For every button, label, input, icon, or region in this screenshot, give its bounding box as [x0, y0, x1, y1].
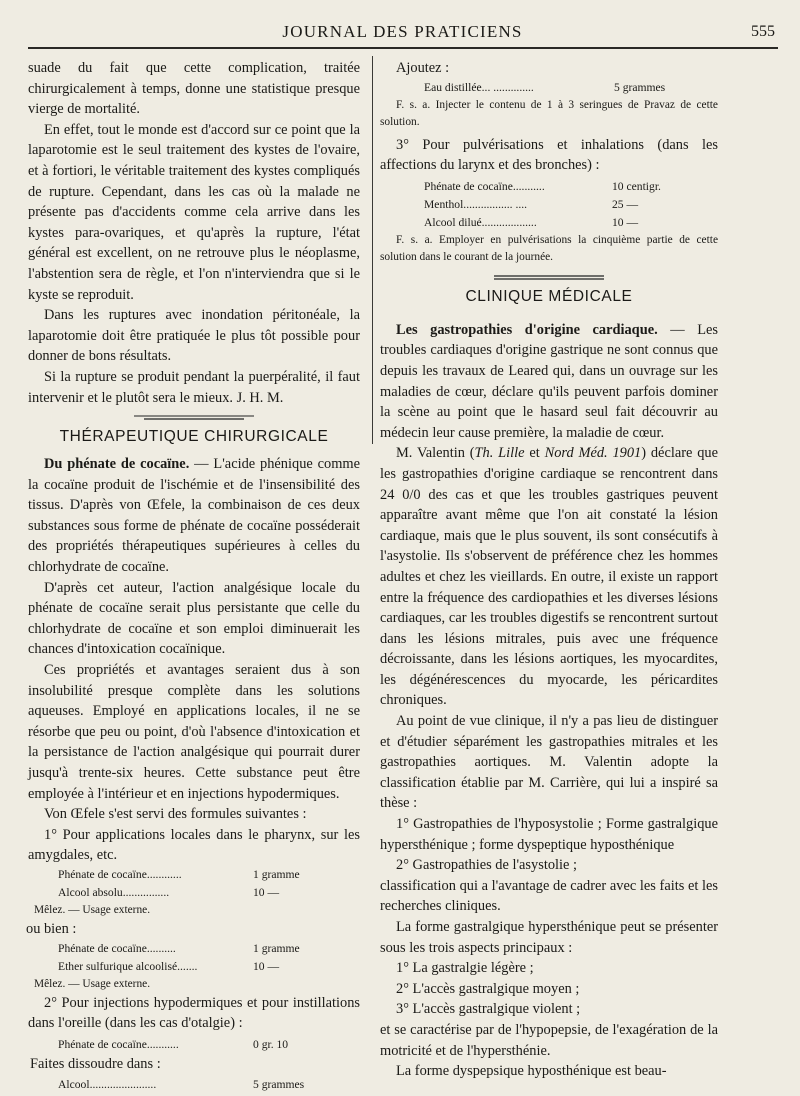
paragraph: et se caractérise par de l'hypopepsie, de l'exagération de la motricité et de l'hypersthénie.	[380, 1021, 718, 1059]
paragraph: Si la rupture se produit pendant la puerpéralité, il faut intervenir et le plutôt sera le mieux. J. H. M.	[28, 368, 360, 406]
paragraph	[380, 320, 718, 444]
paragraph: Faites dissoudre dans :	[30, 1055, 161, 1072]
paragraph: Au point de vue clinique, il n'y a pas lieu de distinguer et d'étudier séparément les gastropathies mitrales et les gastropathies aortiques. M. Valentin adopte la classification établie par M. Carrière, qui lui a inspiré sa thèse :	[380, 713, 718, 812]
paragraph: suade du fait que cette complication, traitée chirurgicalement à temps, donne une statistique presque vierge de mortalité.	[28, 60, 360, 118]
column-divider	[372, 56, 373, 444]
list-item: 3° L'accès gastralgique violent ;	[396, 1001, 581, 1018]
paragraph-text: — Les troubles cardiaques d'origine gastrique ne sont connus que depuis les travaux de Leared qui, dans un ouvrage sur les maladies de cœur, déclare qu'ils peuvent parfois dominer la scène au point que le hasard seul fait découvrir au médecin leur cause première, la maladie de cœur.	[380, 321, 718, 441]
section-title: THÉRAPEUTIQUE CHIRURGICALE	[59, 428, 329, 446]
formula-row: Phénate de cocaïne........... 0 gr. 10	[58, 1037, 289, 1051]
formula-row: Phénate de cocaïne............ 1 gramme	[58, 867, 300, 881]
section-ornament	[134, 414, 254, 422]
list-item: 1° La gastralgie légère ;	[396, 960, 534, 977]
paragraph: La forme gastralgique hypersthénique peut se présenter sous les trois aspects principaux :	[380, 919, 718, 956]
formula-row: Eau distillée... .............. 5 grammes	[424, 80, 666, 94]
paragraph: 1° Gastropathies de l'hyposystolie ; Forme gastralgique hypersthénique ; forme dyspeptique hyposthénique	[380, 816, 718, 853]
paragraph: Ajoutez :	[396, 60, 450, 76]
paragraph: 3° Pour pulvérisations et inhalations (dans les affections du larynx et des bronches) :	[380, 136, 718, 174]
paragraph: En effet, tout le monde est d'accord sur ce point que la laparotomie est le seul traitement des kystes de l'ovaire, et à fortiori, le véritable traitement des kystes compliqués de rupture. Cependant, dans les cas où la malade ne présente pas d'accidents comme cela arrive dans les kystes para-ovariques, et qu'après la rupture, l'état général est excellent, on ne retrouve plus le néoplasme, l'abstention sera de règle, et l'on n'interviendra que si le kyste se reproduit.	[28, 121, 360, 303]
formula-note: F. s. a. Employer en pulvérisations la cinquième partie de cette solution dans le courant de la journée.	[380, 233, 718, 263]
formula-6	[424, 178, 718, 232]
paragraph-text: — L'acide phénique comme la cocaïne produit de l'ischémie et de l'insensibilité des tissus. D'après von Œfele, la combinaison de ces deux substances sous forme de phénate de cocaïne posséderait des propriétés thérapeutiques supérieures à celles du chlorhydrate de cocaïne.	[28, 456, 360, 576]
formula-4	[58, 1076, 360, 1094]
page-number: 555	[751, 23, 775, 40]
paragraph: ou bien :	[26, 920, 77, 937]
paragraph: 1° Pour applications locales dans le pharynx, sur les amygdales, etc.	[28, 826, 360, 864]
paragraph: classification qui a l'avantage de cadrer avec les faits et les recherches cliniques.	[380, 877, 718, 915]
list-item: 2° L'accès gastralgique moyen ;	[396, 980, 580, 997]
paragraph	[28, 454, 360, 578]
paragraph: La forme dyspepsique hyposthénique est beau-	[396, 1063, 667, 1080]
formula-1	[58, 866, 360, 902]
paragraph: 2° Gastropathies de l'asystolie ;	[396, 857, 578, 874]
paragraph: D'après cet auteur, l'action analgésique locale du phénate de cocaïne serait plus persistante que celle du chlorhydrate de cocaïne et son emploi diminuerait les chances d'intoxication cocaïnique.	[28, 579, 360, 658]
formula-row: Phénate de cocaïne.......... 1 gramme	[58, 941, 300, 955]
formula-row: Alcool dilué................... 10 —	[424, 215, 639, 229]
formula-note: Mêlez. — Usage externe.	[34, 977, 151, 990]
formula-row: Menthol................. .... 25 —	[424, 197, 639, 211]
section-title: CLINIQUE MÉDICALE	[465, 287, 633, 305]
formula-row: Phénate de cocaïne........... 10 centigr.	[424, 179, 661, 193]
section-ornament	[494, 274, 604, 282]
article-title: Du phénate de cocaïne.	[44, 456, 190, 473]
formula-5	[424, 79, 718, 97]
formula-2	[58, 940, 360, 976]
paragraph: Ces propriétés et avantages seraient dus à son insolubilité presque complète dans les solutions aqueuses. Employé en applications locales, il ne se résorbe que peu ou point, d'où l'absence d'intoxication et la persistance de l'action analgésique qui pourrait durer jusqu'à trente-six heures. Cette substance peut être employée à l'intérieur et en injections hypodermiques.	[28, 662, 360, 802]
formula-row: Alcool....................... 5 grammes	[58, 1078, 305, 1092]
paragraph: M. Valentin (Th. Lille et Nord Méd. 1901) déclare que les gastropathies d'origine cardiaque se rencontrent dans 24 0/0 des cas et que les troubles gastriques peuvent apparaître avant même que l'on ait constaté la lésion cardiaque, mais que le plus souvent, ils sont consécutifs à l'asystolie. Ils s'observent de préférence chez les hommes adultes et chez les vieillards. En outre, il existe un rapport entre la fréquence des cardiopathies et les diverses lésions cardiaques, car les troubles digestifs se rencontrent surtout dans les lésions mitrales, puis avec une fréquence décroissante, dans les lésions aortiques, les myocardites, les dégénérescences du myocarde, les péricardites chroniques.	[380, 445, 719, 709]
paragraph: Dans les ruptures avec inondation péritonéale, la laparotomie doit être pratiquée le plus tôt possible pour donner de bons résultats.	[28, 307, 360, 365]
paragraph: Von Œfele s'est servi des formules suivantes :	[44, 806, 307, 823]
header-rule	[28, 47, 778, 49]
page-header	[30, 18, 775, 48]
formula-row: Ether sulfurique alcoolisé....... 10 —	[58, 959, 280, 973]
left-column	[28, 58, 360, 1094]
article-title: Les gastropathies d'origine cardiaque.	[396, 321, 658, 338]
formula-note: F. s. a. Injecter le contenu de 1 à 3 seringues de Pravaz de cette solution.	[380, 98, 718, 128]
formula-row: Alcool absolu................ 10 —	[58, 885, 280, 899]
formula-3	[58, 1036, 360, 1054]
journal-title: JOURNAL DES PRATICIENS	[282, 22, 523, 41]
right-column	[380, 58, 718, 1082]
paragraph: 2° Pour injections hypodermiques et pour instillations dans l'oreille (dans les cas d'otalgie) :	[28, 994, 360, 1032]
formula-note: Mêlez. — Usage externe.	[34, 903, 151, 916]
